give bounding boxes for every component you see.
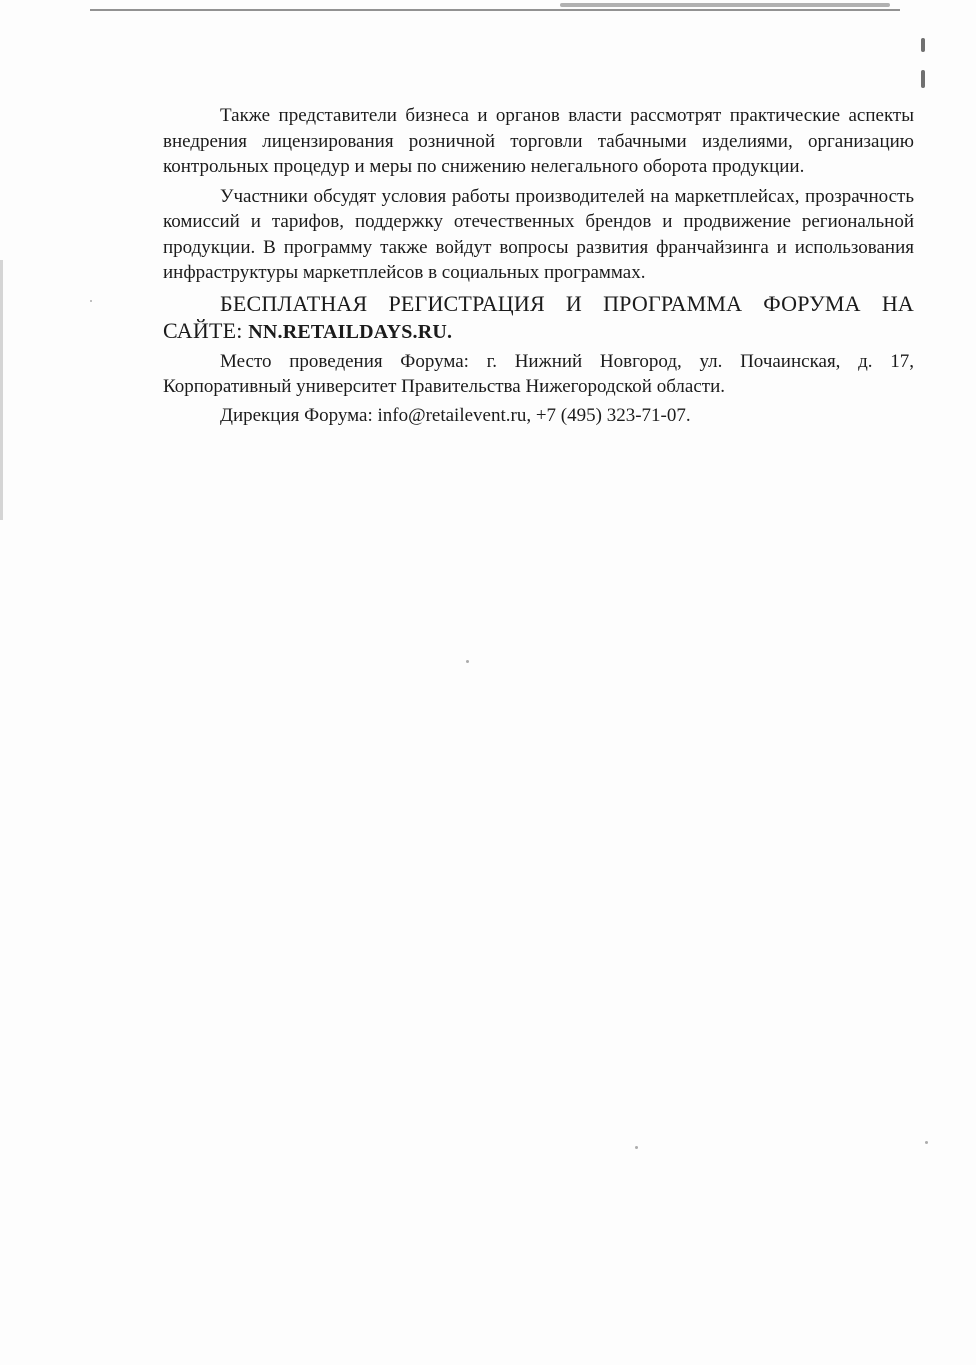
scan-margin-mark xyxy=(921,70,925,88)
scan-speck xyxy=(90,300,92,302)
paragraph-licensing: Также представители бизнеса и органов власти рассмотрят практические аспекты внедрения лицензирования розничной торговли табачными изделиями, организацию контрольных процедур и меры по снижению нелегального оборота продукции. xyxy=(163,105,914,177)
paragraph-venue: Место проведения Форума: г. Нижний Новгород, ул. Почаинская, д. 17, Корпоративный университет Правительства Нижегородской области. xyxy=(163,350,914,397)
paragraph-registration xyxy=(163,290,914,346)
document-body xyxy=(163,103,914,428)
scan-speck xyxy=(466,660,469,663)
scan-top-edge-artifact xyxy=(560,3,890,7)
scan-speck xyxy=(635,1146,638,1149)
scan-speck xyxy=(925,1141,928,1144)
registration-text: БЕСПЛАТНАЯ РЕГИСТРАЦИЯ И ПРОГРАММА ФОРУМА НА САЙТЕ: xyxy=(163,290,914,343)
scan-top-edge-artifact xyxy=(90,9,900,11)
paragraph-contacts: Дирекция Форума: info@retailevent.ru, +7 (495) 323-71-07. xyxy=(220,404,691,426)
scan-left-shadow xyxy=(0,260,3,520)
registration-site-link[interactable]: NN.RETAILDAYS.RU. xyxy=(248,320,453,343)
scan-margin-mark xyxy=(921,38,925,52)
paragraph-marketplaces: Участники обсудят условия работы производителей на маркетплейсах, прозрачность комиссий и тарифов, поддержку отечественных брендов и продвижение региональной продукции. В программу также войдут вопросы развития франчайзинга и использования инфраструктуры маркетплейсов в социальных программах. xyxy=(163,185,914,283)
